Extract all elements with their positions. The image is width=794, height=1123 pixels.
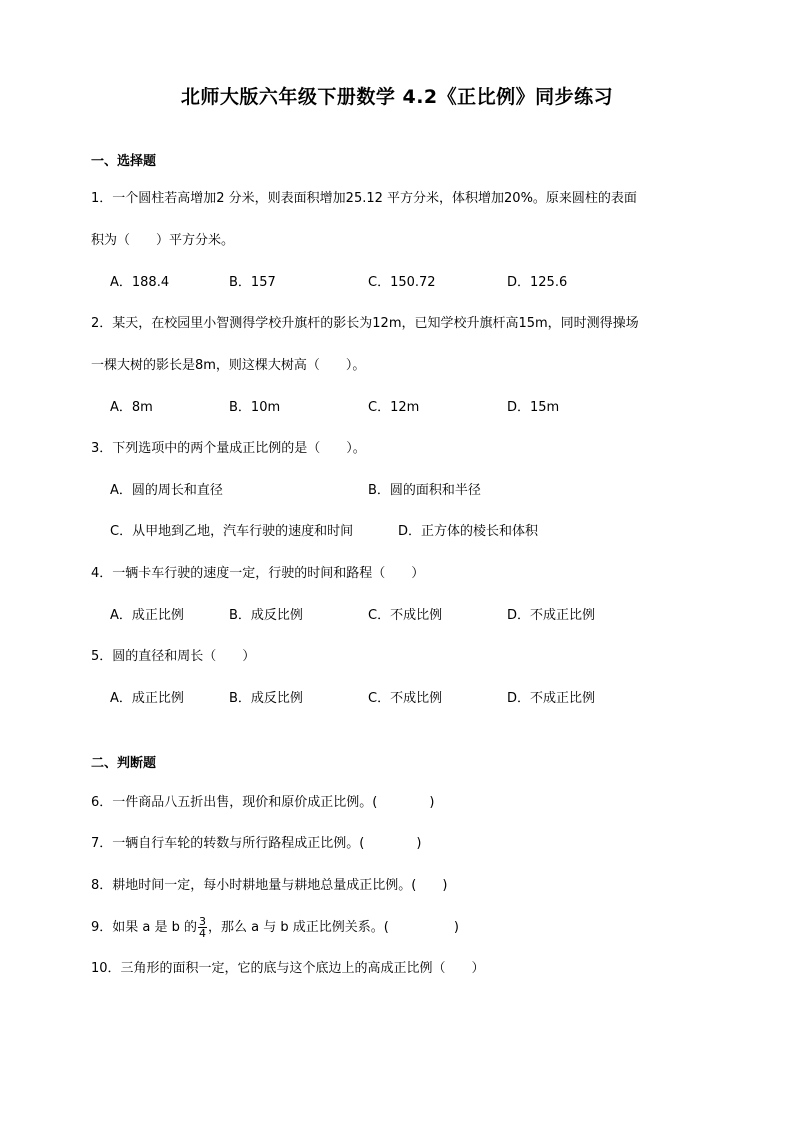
question-9-text-after: ，那么 a 与 b 成正比例关系。( ) — [208, 920, 459, 935]
question-1-option-a: A．188.4 — [110, 275, 170, 290]
question-2-option-c: C．12m — [368, 400, 420, 415]
section-heading-choice: 一、选择题 — [91, 154, 157, 169]
question-2-option-d: D．15m — [507, 400, 560, 415]
question-9 — [91, 916, 459, 939]
question-5-option-c: C．不成比例 — [368, 691, 443, 706]
question-1-line-1: 1．一个圆柱若高增加2 分米，则表面积增加25.12 平方分米，体积增加20%。原来圆柱的表面 — [91, 191, 637, 206]
question-4-option-c: C．不成比例 — [368, 608, 443, 623]
question-3-line-1: 3．下列选项中的两个量成正比例的是（ ）。 — [91, 441, 366, 456]
question-2-option-a: A．8m — [110, 400, 153, 415]
question-2-option-b: B．10m — [229, 400, 281, 415]
question-2-line-2: 一棵大树的影长是8m，则这棵大树高（ ）。 — [91, 358, 366, 373]
question-4-line-1: 4．一辆卡车行驶的速度一定，行驶的时间和路程（ ） — [91, 566, 425, 581]
question-6: 6．一件商品八五折出售，现价和原价成正比例。( ) — [91, 795, 435, 810]
question-1-line-2: 积为（ ）平方分米。 — [91, 233, 235, 248]
question-1-option-c: C．150.72 — [368, 275, 436, 290]
question-5-line-1: 5．圆的直径和周长（ ） — [91, 649, 256, 664]
question-1-option-d: D．125.6 — [507, 275, 568, 290]
question-10: 10．三角形的面积一定，它的底与这个底边上的高成正比例（ ） — [91, 961, 485, 976]
question-8: 8．耕地时间一定，每小时耕地量与耕地总量成正比例。( ) — [91, 878, 448, 893]
question-4-option-a: A．成正比例 — [110, 608, 184, 623]
question-3-option-d: D．正方体的棱长和体积 — [398, 524, 539, 539]
page-title: 北师大版六年级下册数学 4.2《正比例》同步练习 — [180, 86, 614, 108]
question-5-option-d: D．不成正比例 — [507, 691, 596, 706]
fraction-denominator: 4 — [199, 927, 207, 940]
question-9-text-before: 9．如果 a 是 b 的 — [91, 920, 198, 935]
question-2-line-1: 2．某天，在校园里小智测得学校升旗杆的影长为12m，已知学校升旗杆高15m，同时测得操场 — [91, 316, 639, 331]
fraction-numerator: 3 — [199, 915, 207, 928]
question-3-option-a: A．圆的周长和直径 — [110, 483, 223, 498]
question-5-option-a: A．成正比例 — [110, 691, 184, 706]
question-4-option-d: D．不成正比例 — [507, 608, 596, 623]
question-7: 7．一辆自行车轮的转数与所行路程成正比例。( ) — [91, 836, 422, 851]
question-1-option-b: B．157 — [229, 275, 276, 290]
question-3-option-b: B．圆的面积和半径 — [368, 483, 481, 498]
question-3-option-c: C．从甲地到乙地，汽车行驶的速度和时间 — [110, 524, 354, 539]
question-4-option-b: B．成反比例 — [229, 608, 303, 623]
fraction-three-quarters — [198, 916, 207, 939]
section-heading-judgement: 二、判断题 — [91, 756, 157, 771]
question-5-option-b: B．成反比例 — [229, 691, 303, 706]
